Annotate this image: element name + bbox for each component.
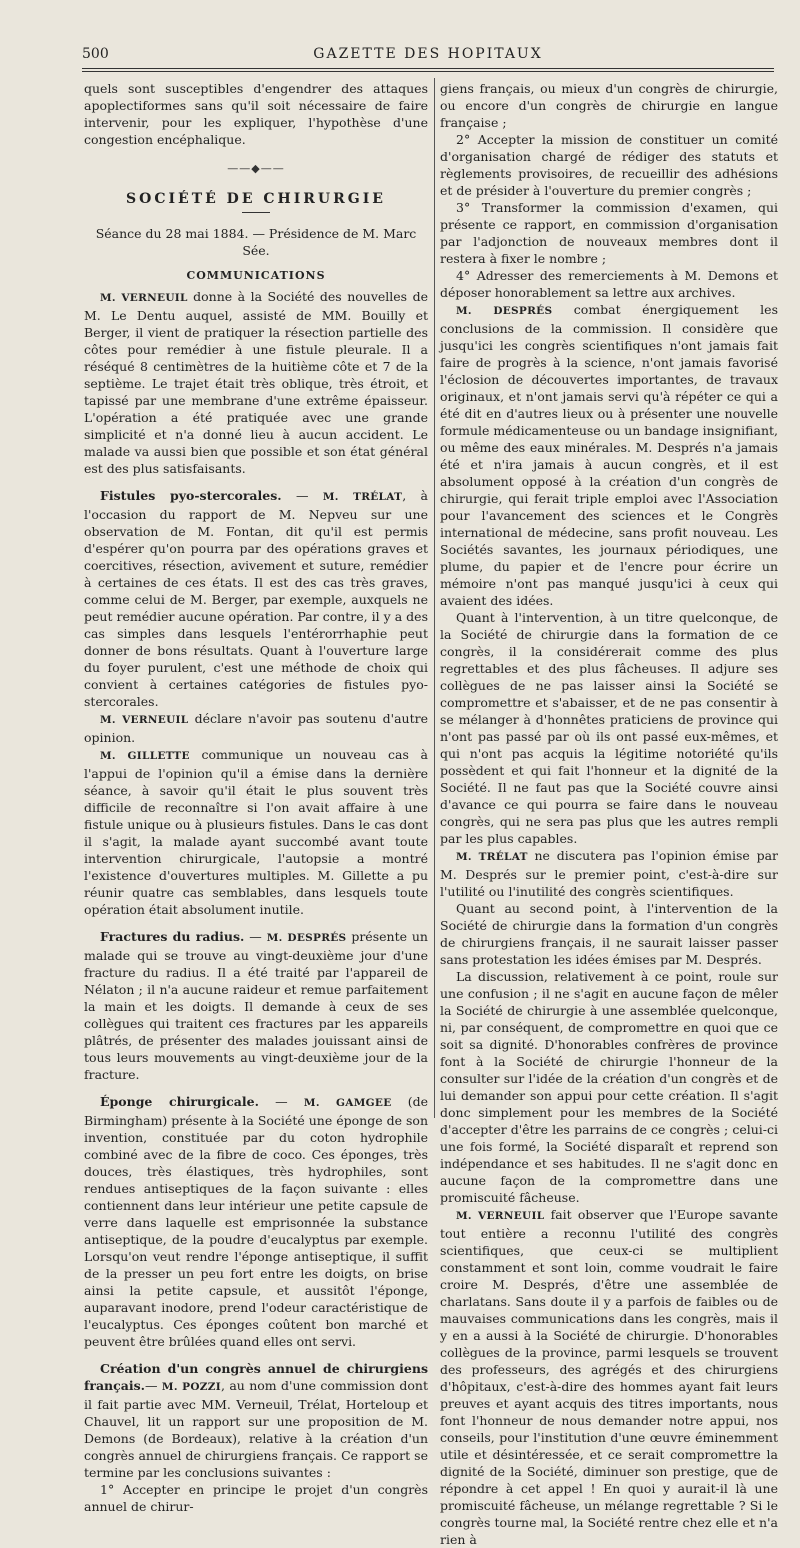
speaker-name: M. DESPRÉS [456,305,553,317]
paragraph-trelat: M. TRÉLAT ne discutera pas l'opinion émise par M. Després sur le premier point, c'est-à-dire sur l'utilité ou l'inutilité des congrès scientifiques. [440,848,778,899]
header-rule-top [82,68,774,69]
intro-paragraph: quels sont susceptibles d'engendrer des attaques apoplectiformes sans qu'il soit nécessaire de faire intervenir, pour les expliquer, l'hypothèse d'une congestion encéphalique. [84,81,428,147]
journal-title: GAZETTE DES HOPITAUX [313,46,543,62]
column-divider [434,78,435,1118]
speaker-name: M. TRÉLAT [456,851,528,863]
communications-heading: COMMUNICATIONS [186,269,326,282]
conclusion-3: 3° Transformer la commission d'examen, qui présente ce rapport, en commission d'organisation par l'adjonction de nouveaux membres dont il restera à fixer le nombre ; [440,200,778,266]
header-rule-bottom [82,71,774,72]
speaker-name: M. GAMGEE [303,1097,392,1109]
speaker-name: M. VERNEUIL [100,714,189,726]
paragraph-despres-2: Quant à l'intervention, à un titre quelconque, de la Société de chirurgie dans la formation de ce congrès, il la considérerait comme des plus regrettables et des plus fâcheuses. Il adjure ses collègues de ne pas laisser ainsi la Société se compromettre et s'abaisser, et de ne pas consentir à se mélanger à d'honnêtes praticiens de province qui n'ont pas passé par où ils ont passé eux-mêmes, et qui n'ont pas acquis la légitime notoriété qu'ils possèdent et qui fait l'honneur et la dignité de la Société. Il ne faut pas que la Société couvre ainsi d'avance ce qui pourra se faire dans le nouveau congrès, qui ne sera pas plus que les autres rempli par les plus capables. [440,610,778,846]
paragraph-fistules: Fistules pyo-stercorales. — M. TRÉLAT, à l'occasion du rapport de M. Nepveu sur une observation de M. Fontan, dit qu'il est permis d'espérer qu'on pourra par des opérations graves et coercitives, résection, avivement et suture, remédier à certaines de ces états. Il est des cas très graves, comme celui de M. Berger, par exemple, auxquels ne peut remédier aucune opération. Par contre, il y a des cas simples dans lesquels l'entérorrhaphie peut donner de bons résultats. Quant à l'ouverture large du foyer purulent, c'est une méthode de choix qui convient à certaines catégories de fistules pyo-stercorales. [84,488,428,709]
speaker-name: M. POZZI [161,1381,221,1393]
conclusion-1-continued: giens français, ou mieux d'un congrès de chirurgie, ou encore d'un congrès de chirurgie en langue française ; [440,81,778,130]
speaker-name: M. TRÉLAT [322,491,403,503]
paragraph-verneuil-1: M. VERNEUIL donne à la Société des nouvelles de M. Le Dentu auquel, assisté de MM. Bouilly et Berger, il vient de pratiquer la résection partielle des côtes pour remédier à une fistule pleurale. Il a réséqué 8 centimètres de la huitième côte et 7 de la septième. Le trajet était très oblique, très étroit, et tapissé par une membrane d'une extrême épaisseur. L'opération a été pratiquée avec une grande simplicité et n'a donné lieu à aucun accident. Le malade va aussi bien que possible et son état général est des plus satisfaisants. [84,289,428,476]
section-ornament: ——◆—— [227,162,285,175]
conclusion-1: 1° Accepter en principe le projet d'un congrès annuel de chirur- [84,1482,428,1514]
paragraph-eponge: Éponge chirurgicale. — M. GAMGEE (de Birmingham) présente à la Société une éponge de son invention, constituée par du coton hydrophile combiné avec de la fibre de coco. Ces éponges, très douces, très élastiques, très hydrophiles, sont rendues antiseptiques de la façon suivante : elles contiennent dans leur intérieur une petite capsule de verre dans laquelle est emprisonnée la substance antiseptique, de la poudre d'eucalyptus par exemple. Lorsqu'on veut rendre l'éponge antiseptique, il suffit de la presser un peu fort entre les doigts, on brise ainsi la petite capsule, et aussitôt l'éponge, auparavant inodore, prend l'odeur caractéristique de l'eucalyptus. Ces éponges coûtent bon marché et peuvent être brûlées quand elles ont servi. [84,1094,428,1349]
speaker-name: M. VERNEUIL [456,1210,545,1222]
rubric-heading: Création d'un congrès annuel de chirurgiens français. [84,1361,428,1393]
left-column [84,80,428,1515]
speaker-name: M. VERNEUIL [100,292,188,304]
paragraph-congres: Création d'un congrès annuel de chirurgiens français.— M. POZZI, au nom d'une commission dont il fait partie avec MM. Verneuil, Trélat, Horteloup et Chauvel, lit un rapport sur une proposition de M. Demons (de Bordeaux), relative à la création d'un congrès annuel de chirurgiens français. Ce rapport se termine par les conclusions suivantes : [84,1361,428,1480]
paragraph-verneuil-2: M. VERNEUIL déclare n'avoir pas soutenu d'autre opinion. [84,711,428,745]
page-number: 500 [82,46,109,62]
speaker-name: M. DESPRÉS [266,932,347,944]
page-header [82,40,774,70]
paragraph-despres: M. DESPRÉS combat énergiquement les conclusions de la commission. Il considère que jusqu'ici les congrès scientifiques n'ont jamais fait faire de progrès à la science, n'ont jamais favorisé l'éclosion de découvertes importantes, de travaux originaux, et n'ont jamais servi qu'à répéter ce qui a été dit en d'autres lieux ou à présenter une nouvelle formule médicamenteuse ou un bandage insignifiant, ou même des eaux minérales. M. Després n'a jamais été et n'ira jamais à aucun congrès, et il est absolument opposé à la création d'un congrès de chirurgie, qui ferait triple emploi avec l'Association pour l'avancement des sciences et le Congrès international de médecine, sans profit nouveau. Les Sociétés savantes, les journaux périodiques, une plume, du papier et de l'encre pour écrire un mémoire n'ont pas manqué jusqu'ici à ceux qui avaient des idées. [440,302,778,608]
rubric-heading: Fistules pyo-stercorales. [100,488,282,503]
right-column [440,80,778,1548]
rubric-heading: Fractures du radius. [100,929,245,944]
title-rule [242,212,270,213]
paragraph-trelat-2: Quant au second point, à l'intervention de la Société de chirurgie dans la formation d'un congrès de chirurgiens français, il ne saurait laisser passer sans protestation les idées émises par M. Després. [440,901,778,967]
section-title: SOCIÉTÉ DE CHIRURGIE [126,191,386,207]
speaker-name: M. GILLETTE [100,750,190,762]
paragraph-gillette: M. GILLETTE communique un nouveau cas à l'appui de l'opinion qu'il a émise dans la dernière séance, à savoir qu'il était le plus souvent très difficile de reconnaître si l'on avait affaire à une fistule unique ou à plusieurs fistules. Dans le cas dont il s'agit, la malade ayant succombé avant toute intervention chirurgicale, l'autopsie a montré l'existence d'ouvertures multiples. M. Gillette a pu réunir quatre cas semblables, dans lesquels toute opération était absolument inutile. [84,747,428,917]
rubric-heading: Éponge chirurgicale. [100,1094,259,1109]
conclusion-2: 2° Accepter la mission de constituer un comité d'organisation chargé de rédiger des statuts et règlements provisoires, de recueillir des adhésions et de présider à l'ouverture du premier congrès ; [440,132,778,198]
session-line: Séance du 28 mai 1884. — Présidence de M. Marc Sée. [95,226,417,258]
paragraph-fractures: Fractures du radius. — M. DESPRÉS présente un malade qui se trouve au vingt-deuxième jour d'une fracture du radius. Il a été traité par l'appareil de Nélaton ; il n'a aucune raideur et remue parfaitement la main et les doigts. Il demande à ceux de ses collègues qui traitent ces fractures par les appareils plâtrés, de présenter des malades jouissant ainsi de tous leurs mouvements au vingt-deuxième jour de la fracture. [84,929,428,1082]
conclusion-4: 4° Adresser des remerciements à M. Demons et déposer honorablement sa lettre aux archives. [440,268,778,300]
paragraph-trelat-3: La discussion, relativement à ce point, roule sur une confusion ; il ne s'agit en aucune façon de mêler la Société de chirurgie à une assemblée quelconque, ni, par conséquent, de compromettre en quoi que ce soit sa dignité. D'honorables confrères de province font à la Société de chirurgie l'honneur de la consulter sur l'idée de la création d'un congrès et de lui demander son appui pour cette création. Il s'agit donc simplement pour les membres de la Société d'accepter d'être les parrains de ce congrès ; celui-ci une fois formé, la Société disparaît et reprend son indépendance et ses habitudes. Il ne s'agit donc en aucune façon de la compromettre dans une promiscuité fâcheuse. [440,969,778,1205]
paragraph-verneuil-3: M. VERNEUIL fait observer que l'Europe savante tout entière a reconnu l'utilité des congrès scientifiques, que ceux-ci se multiplient constamment et sont loin, comme voudrait le faire croire M. Després, d'être une assemblée de charlatans. Sans doute il y a parfois de faibles ou de mauvaises communications dans les congrès, mais il y en a aussi à la Société de chirurgie. D'honorables collègues de la province, parmi lesquels se trouvent des professeurs, des agrégés et des chirurgiens d'hôpitaux, c'est-à-dire des hommes ayant fait leurs preuves et ayant acquis des titres importants, nous font l'honneur de nous demander notre appui, nos conseils, pour l'institution d'une œuvre éminemment utile et désintéressée, et ce serait compromettre la dignité de la Société, diminuer son prestige, que de répondre à cet appel ! En quoi y aurait-il là une promiscuité fâcheuse, un mélange regrettable ? Si le congrès tourne mal, la Société rentre chez elle et n'a rien à [440,1207,778,1547]
